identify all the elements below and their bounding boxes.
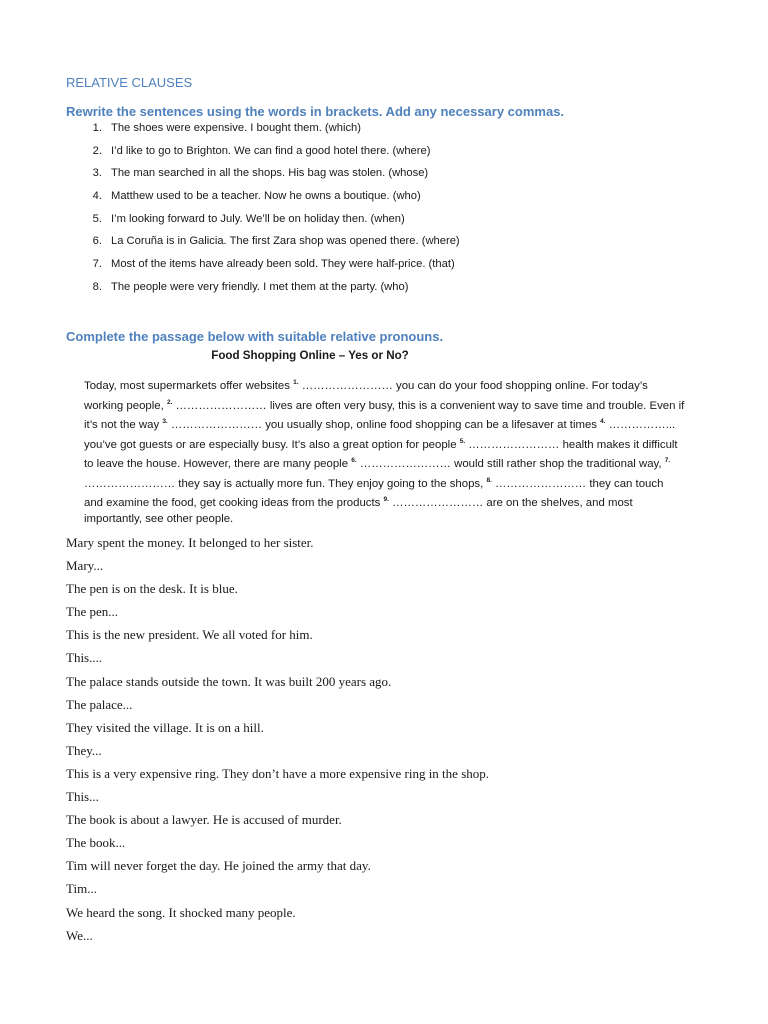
passage-text: …………………… lives are often very busy, this is a convenient way to save time and trouble. Even if bbox=[172, 399, 685, 412]
passage-line bbox=[84, 393, 704, 413]
rewrite-list bbox=[66, 120, 686, 302]
exercise-sentence: This is a very expensive ring. They don’t have a more expensive ring in the shop. bbox=[66, 765, 490, 781]
list-item bbox=[66, 165, 686, 188]
exercise-answer-start: The pen... bbox=[66, 604, 118, 620]
list-item-text: I’d like to go to Brighton. We can find a good hotel there. (where) bbox=[111, 144, 431, 157]
passage-line bbox=[84, 490, 704, 510]
list-item-text: The shoes were expensive. I bought them. (which) bbox=[111, 122, 361, 134]
list-item-text: The people were very friendly. I met them at the party. (who) bbox=[111, 280, 409, 293]
exercise-sentence: The book is about a lawyer. He is accused of murder. bbox=[66, 812, 342, 828]
list-item-number: 5. bbox=[92, 212, 102, 225]
passage-text: it’s not the way bbox=[84, 419, 163, 431]
passage-text: Today, most supermarkets offer websites bbox=[84, 380, 294, 392]
exercise-answer-start: The palace... bbox=[66, 696, 133, 712]
passage-text: …………………… you usually shop, online food shopping can be a lifesaver at times bbox=[167, 419, 601, 431]
passage-line bbox=[84, 471, 704, 491]
section2-heading: Complete the passage below with suitable relative pronouns. bbox=[66, 329, 444, 344]
list-item-number: 4. bbox=[92, 190, 102, 203]
section1-heading: Rewrite the sentences using the words in brackets. Add any necessary commas. bbox=[66, 104, 565, 119]
list-item bbox=[66, 256, 686, 279]
exercise-sentence: We heard the song. It shocked many people. bbox=[66, 904, 296, 920]
exercise-sentence: The pen is on the desk. It is blue. bbox=[66, 581, 238, 597]
passage bbox=[84, 373, 704, 529]
passage-text: …………………… they can touch bbox=[491, 477, 664, 490]
passage-text: to leave the house. However, there are many people bbox=[84, 458, 352, 470]
list-item bbox=[66, 188, 686, 211]
exercise-sentence: Tim will never forget the day. He joined the army that day. bbox=[66, 858, 371, 874]
exercise-answer-start: This... bbox=[66, 789, 99, 805]
exercise-answer-start: Tim... bbox=[66, 881, 97, 897]
exercise-answer-start: We... bbox=[66, 927, 93, 943]
list-item-text: Matthew used to be a teacher. Now he owns a boutique. (who) bbox=[111, 190, 421, 203]
passage-line bbox=[84, 373, 704, 393]
list-item-number: 2. bbox=[92, 144, 102, 157]
list-item-number: 8. bbox=[92, 280, 102, 293]
list-item bbox=[66, 233, 686, 256]
passage-title: Food Shopping Online – Yes or No? bbox=[211, 349, 409, 362]
list-item-text: Most of the items have already been sold. They were half-price. (that) bbox=[111, 258, 455, 271]
blank-number: 1. bbox=[293, 379, 299, 386]
blank-number: 2. bbox=[166, 398, 173, 406]
passage-text: …………………… you can do your food shopping online. For today’s bbox=[298, 380, 648, 392]
exercise-answer-start: Mary... bbox=[66, 558, 104, 574]
exercise-answer-start: This.... bbox=[66, 650, 103, 666]
exercise-sentence: They visited the village. It is on a hill. bbox=[66, 719, 264, 735]
passage-text: working people, bbox=[84, 399, 167, 412]
passage-text: ……………... bbox=[605, 419, 676, 431]
blank-number: 5. bbox=[459, 437, 466, 445]
exercise-sentence: The palace stands outside the town. It was built 200 years ago. bbox=[66, 673, 392, 689]
blank-number: 9. bbox=[383, 496, 389, 503]
passage-text: importantly, see other people. bbox=[84, 512, 234, 525]
blank-number: 3. bbox=[162, 418, 168, 425]
blank-number: 8. bbox=[486, 476, 492, 484]
list-item-text: I’m looking forward to July. We’ll be on holiday then. (when) bbox=[111, 212, 405, 225]
blank-number: 6. bbox=[351, 457, 357, 464]
list-item bbox=[66, 143, 686, 166]
passage-line bbox=[84, 510, 704, 530]
blank-number: 7. bbox=[664, 457, 671, 464]
passage-line bbox=[84, 432, 704, 452]
passage-text: …………………… would still rather shop the traditional way, bbox=[356, 458, 665, 470]
exercise-answer-start: They... bbox=[66, 742, 102, 758]
exercise-list bbox=[66, 533, 706, 949]
passage-line bbox=[84, 451, 704, 471]
list-item bbox=[66, 211, 686, 234]
list-item-text: The man searched in all the shops. His bag was stolen. (whose) bbox=[111, 167, 429, 180]
exercise-sentence: Mary spent the money. It belonged to her sister. bbox=[66, 535, 314, 550]
passage-line bbox=[84, 412, 704, 432]
list-item-text: La Coruña is in Galicia. The first Zara shop was opened there. (where) bbox=[111, 235, 460, 248]
list-item-number: 3. bbox=[92, 167, 102, 180]
page-title: RELATIVE CLAUSES bbox=[66, 75, 193, 90]
passage-text: and examine the food, get cooking ideas from the products bbox=[84, 497, 384, 509]
blank-number: 4. bbox=[600, 418, 606, 425]
list-item bbox=[66, 120, 686, 143]
passage-text: …………………… health makes it difficult bbox=[465, 438, 678, 451]
list-item-number: 1. bbox=[92, 122, 102, 134]
list-item-number: 6. bbox=[92, 235, 102, 248]
list-item-number: 7. bbox=[92, 258, 102, 271]
passage-text: …………………… they say is actually more fun. They enjoy going to the shops, bbox=[84, 477, 487, 490]
exercise-sentence: This is the new president. We all voted for him. bbox=[66, 627, 313, 643]
passage-text: …………………… are on the shelves, and most bbox=[388, 497, 633, 509]
exercise-answer-start: The book... bbox=[66, 835, 126, 851]
list-item bbox=[66, 279, 686, 302]
passage-text: you’ve got guests or are especially busy. It’s also a great option for people bbox=[84, 438, 460, 451]
